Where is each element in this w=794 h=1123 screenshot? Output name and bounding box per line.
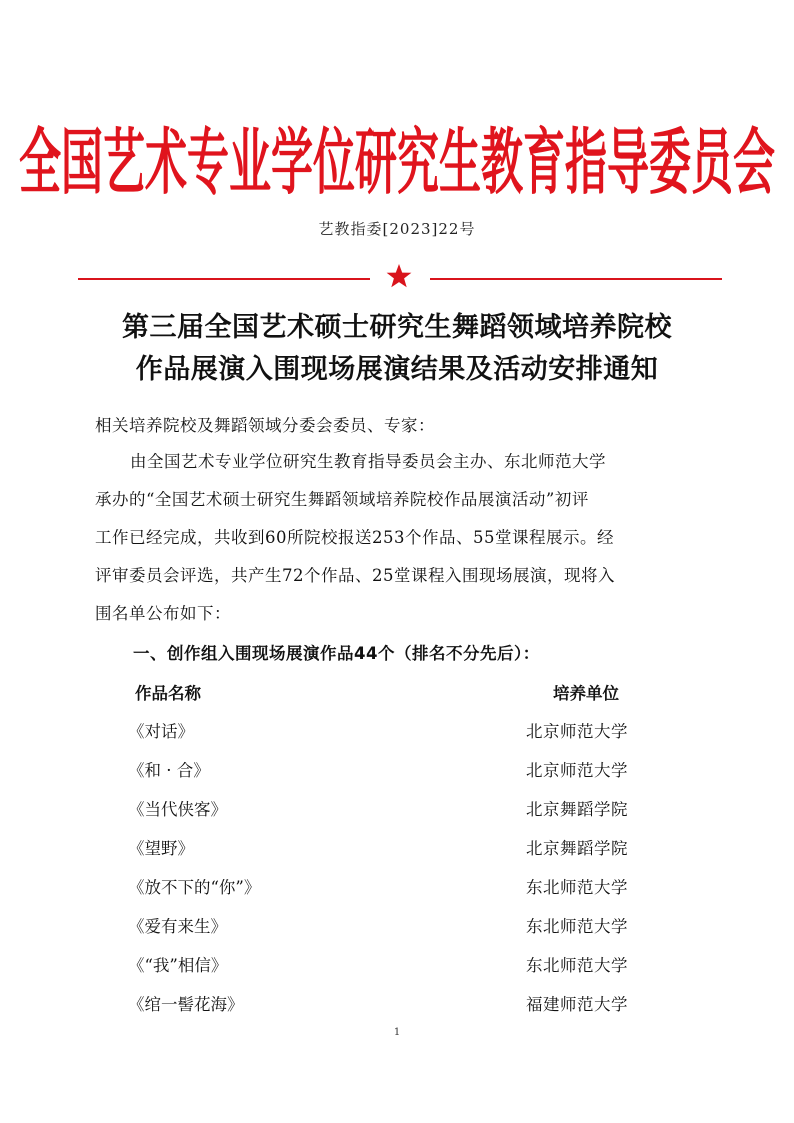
work-title: 《放不下的“你”》 (128, 878, 261, 897)
body-line: 由全国艺术专业学位研究生教育指导委员会主办、东北师范大学 (130, 452, 606, 471)
page-number: 1 (393, 1027, 401, 1038)
table-row (0, 991, 794, 1021)
school-name: 北京舞蹈学院 (526, 800, 628, 819)
body-line: 评审委员会评选，共产生72个作品、25堂课程入围现场展演，现将入 (95, 566, 615, 585)
divider-line-right (430, 278, 722, 280)
table-row (0, 796, 794, 826)
column-header-school: 培养单位 (553, 684, 619, 703)
table-row (0, 874, 794, 904)
table-row (0, 757, 794, 787)
work-title: 《望野》 (128, 839, 194, 858)
table-row (0, 913, 794, 943)
letterhead-title: 全国艺术专业学位研究生教育指导委员会 (18, 120, 775, 205)
table-row (0, 835, 794, 865)
school-name: 北京舞蹈学院 (526, 839, 628, 858)
document-number: 艺教指委[2023]22号 (318, 220, 476, 238)
work-title: 《“我”相信》 (128, 956, 228, 975)
work-title: 《当代侠客》 (128, 800, 227, 819)
work-title: 《对话》 (128, 722, 194, 741)
body-line: 工作已经完成，共收到60所院校报送253个作品、55堂课程展示。经 (95, 528, 614, 547)
body-line: 承办的“全国艺术硕士研究生舞蹈领域培养院校作品展演活动”初评 (95, 490, 589, 509)
body-line: 围名单公布如下： (95, 604, 231, 623)
work-title: 《和 · 合》 (128, 761, 210, 780)
work-title: 《绾一髻花海》 (128, 995, 244, 1014)
work-title: 《爱有来生》 (128, 917, 227, 936)
notice-title-line-1: 第三届全国艺术硕士研究生舞蹈领域培养院校 (122, 312, 672, 343)
school-name: 东北师范大学 (526, 917, 628, 936)
school-name: 北京师范大学 (526, 722, 628, 741)
star-icon (386, 263, 412, 289)
table-row (0, 718, 794, 748)
school-name: 北京师范大学 (526, 761, 628, 780)
section-heading: 一、创作组入围现场展演作品44个（排名不分先后）： (133, 644, 540, 663)
school-name: 东北师范大学 (526, 878, 628, 897)
salutation: 相关培养院校及舞蹈领域分委会委员、专家： (95, 416, 435, 435)
table-row (0, 952, 794, 982)
school-name: 东北师范大学 (526, 956, 628, 975)
notice-title-line-2: 作品展演入围现场展演结果及活动安排通知 (135, 354, 659, 385)
column-header-work: 作品名称 (135, 684, 201, 703)
school-name: 福建师范大学 (526, 995, 628, 1014)
divider-line-left (78, 278, 370, 280)
